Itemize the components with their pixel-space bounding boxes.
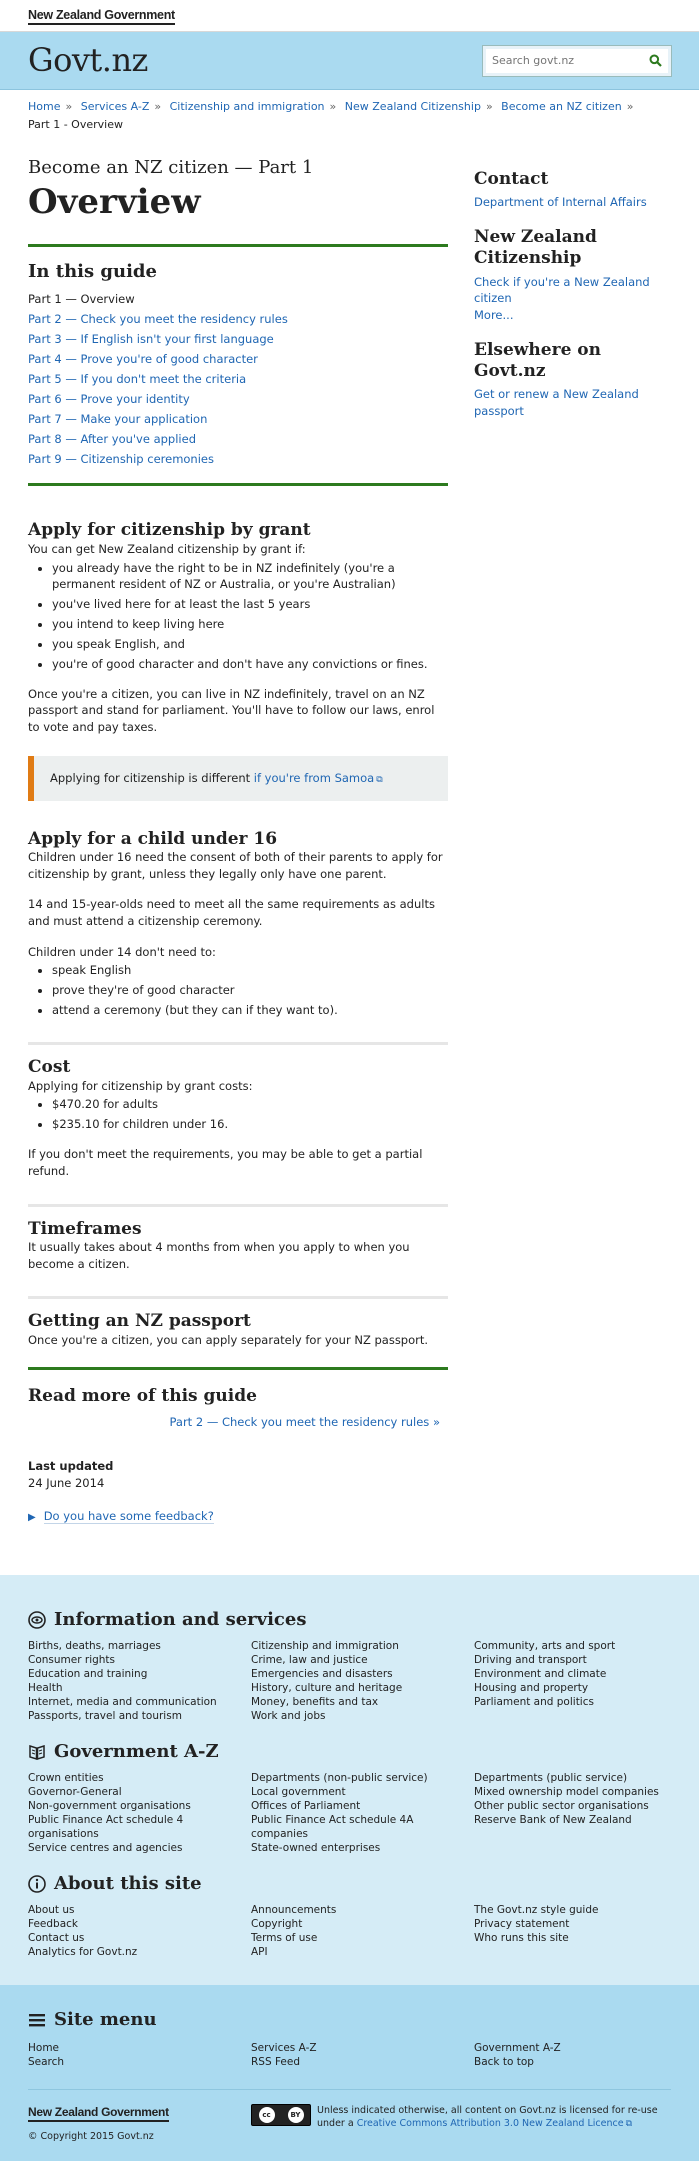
licence-link[interactable]: Creative Commons Attribution 3.0 New Zealand Licence ⧉ [356,2118,632,2130]
footer-link[interactable]: Reserve Bank of New Zealand [474,1814,632,1827]
info-icon [28,1875,46,1893]
main-content [28,133,448,1525]
last-updated [28,1458,448,1491]
search-box [483,46,671,76]
passport-link[interactable]: Get or renew a New Zealand passport [474,387,639,418]
next-part-link[interactable]: Part 2 — Check you meet the residency rules » [169,1415,440,1430]
about-heading: About this site [54,1873,202,1895]
section-heading: Timeframes [28,1218,142,1239]
footer-link[interactable]: Public Finance Act schedule 4 organisations [28,1814,184,1841]
search-icon [649,54,662,67]
footer-link[interactable]: Money, benefits and tax [251,1696,379,1709]
section-heading: Getting an NZ passport [28,1311,251,1332]
footer-link[interactable]: Contact us [28,1932,85,1945]
section-timeframes [28,1219,448,1273]
footer-link[interactable]: Consumer rights [28,1654,116,1667]
guide-item-current: Part 1 — Overview [28,292,135,307]
info-services-heading: Information and services [54,1609,307,1631]
menu-link-rss[interactable]: RSS Feed [251,2056,301,2069]
licence-text: Unless indicated otherwise, all content on Govt.nz is licensed for re-use under a [317,2105,658,2130]
footer-link[interactable]: Non-government organisations [28,1800,191,1813]
footer-link[interactable]: Health [28,1682,63,1695]
search-input[interactable] [486,50,643,72]
footer-link[interactable]: Feedback [28,1918,79,1931]
guide-item-part-3[interactable]: Part 3 — If English isn't your first language [28,332,274,347]
breadcrumb-nz-citizenship[interactable]: New Zealand Citizenship [344,100,481,113]
footer-link[interactable]: History, culture and heritage [251,1682,403,1695]
list-item: • speak English [52,962,448,978]
footer-link[interactable]: Crown entities [28,1772,104,1785]
guide-item-part-4[interactable]: Part 4 — Prove you're of good character [28,352,258,367]
footer-link[interactable]: Public Finance Act schedule 4A companies [251,1814,414,1841]
guide-item-part-6[interactable]: Part 6 — Prove your identity [28,392,190,407]
menu-link-government-az[interactable]: Government A-Z [474,2042,561,2055]
samoa-link[interactable]: if you're from Samoa ⧉ [253,770,383,785]
guide-item-part-5[interactable]: Part 5 — If you don't meet the criteria [28,372,247,387]
section-paragraph: It usually takes about 4 months from when you apply to when you become a citizen. [28,1240,410,1271]
external-link-icon: ⧉ [625,2119,632,2130]
elsewhere-heading: Elsewhere on Govt.nz [474,339,602,381]
footer-about [28,1871,671,1959]
more-link[interactable]: More... [474,307,514,322]
read-more-heading: Read more of this guide [28,1385,257,1406]
list-item: • you already have the right to be in NZ indefinitely (you're a permanent resident of NZ or Australia, or you're Australian) [52,560,448,592]
read-more [28,1384,448,1431]
dia-link[interactable]: Department of Internal Affairs [474,195,647,210]
footer-link[interactable]: Governor-General [28,1786,122,1799]
gov-bar [0,0,699,32]
last-updated-label: Last updated [28,1459,114,1474]
guide-item-part-9[interactable]: Part 9 — Citizenship ceremonies [28,452,214,467]
footer-link[interactable]: Other public sector organisations [474,1800,649,1813]
footer-link[interactable]: Driving and transport [474,1654,587,1667]
guide-heading: In this guide [28,261,157,283]
licence-notice [251,2104,671,2143]
section-citizenship-by-grant [28,520,448,800]
last-updated-date: 24 June 2014 [28,1475,105,1490]
list-item: • you're of good character and don't have any convictions or fines. [52,656,448,672]
callout-text: Applying for citizenship is different [50,770,254,785]
footer-link[interactable]: Crime, law and justice [251,1654,368,1667]
breadcrumb-citizenship-immigration[interactable]: Citizenship and immigration [169,100,325,113]
menu-link-back-to-top[interactable]: Back to top [474,2056,534,2069]
section-paragraph: Once you're a citizen, you can apply separately for your NZ passport. [28,1332,429,1347]
samoa-callout [28,756,448,801]
footer-link[interactable]: Internet, media and communication [28,1696,217,1709]
list-item: • $470.20 for adults [52,1096,448,1112]
guide-item-part-8[interactable]: Part 8 — After you've applied [28,432,196,447]
list-item: • you intend to keep living here [52,616,448,632]
section-intro: Applying for citizenship by grant costs: [28,1078,253,1093]
footer-link[interactable]: Terms of use [251,1932,318,1945]
nz-government-logo[interactable]: New Zealand Government [28,9,175,25]
contact-heading: Contact [474,169,549,190]
footer-link[interactable]: The Govt.nz style guide [474,1904,599,1917]
footer-link[interactable]: Community, arts and sport [474,1640,616,1653]
footer-link[interactable]: Citizenship and immigration [251,1640,399,1653]
footer-link[interactable]: About us [28,1904,75,1917]
footer-link[interactable]: Analytics for Govt.nz [28,1946,138,1959]
breadcrumb-services-az[interactable]: Services A-Z [80,100,150,113]
sidebar [474,133,670,1525]
site-header [0,32,699,90]
footer-link[interactable]: Announcements [251,1904,337,1917]
breadcrumb-home[interactable]: Home [28,100,61,113]
section-child-under-16 [28,829,448,1019]
feedback-toggle[interactable] [28,1508,448,1526]
section-paragraph: If you don't meet the requirements, you may be able to get a partial refund. [28,1147,423,1179]
footer-link[interactable]: Housing and property [474,1682,589,1695]
footer-link[interactable]: Parliament and politics [474,1696,594,1709]
site-footer [0,1575,699,2161]
cc-by-badge[interactable]: cc BY [251,2104,311,2126]
section-paragraph: Once you're a citizen, you can live in NZ indefinitely, travel on an NZ passport and stand for parliament. You'll have to follow our laws, enrol to vote and pay taxes. [28,686,435,734]
footer-link[interactable]: Copyright [251,1918,303,1931]
guide-nav [28,247,448,469]
footer-link[interactable]: Education and training [28,1668,148,1681]
guide-item-part-7[interactable]: Part 7 — Make your application [28,412,208,427]
section-heading: Cost [28,1057,71,1078]
list-item: • $235.10 for children under 16. [52,1116,448,1132]
government-az-heading: Government A-Z [54,1741,219,1763]
footer-link[interactable]: Offices of Parliament [251,1800,361,1813]
section-heading: Apply for a child under 16 [28,828,278,849]
copyright: © Copyright 2015 Govt.nz [28,2130,154,2142]
footer-link[interactable]: API [251,1946,268,1959]
breadcrumb-current: Part 1 - Overview [28,117,123,131]
footer-link[interactable]: Passports, travel and tourism [28,1710,182,1723]
footer-link[interactable]: Who runs this site [474,1932,569,1945]
feedback-link[interactable]: Do you have some feedback? [43,1508,214,1523]
section-heading: Apply for citizenship by grant [28,520,311,541]
section-paragraph: 14 and 15-year-olds need to meet all the same requirements as adults and must attend a citizenship ceremony. [28,897,435,928]
footer-link[interactable]: Local government [251,1786,346,1799]
footer-nz-government-logo[interactable]: New Zealand Government [28,2106,169,2121]
guide-item-part-2[interactable]: Part 2 — Check you meet the residency rules [28,312,288,327]
section-paragraph: Children under 16 need the consent of both of their parents to apply for citizenship by grant, unless they legally only have one parent. [28,849,443,881]
menu-link-services-az[interactable]: Services A-Z [251,2042,317,2055]
footer-link[interactable]: Births, deaths, marriages [28,1640,161,1653]
breadcrumb-become-citizen[interactable]: Become an NZ citizen [501,100,622,113]
next-arrow: » [432,1415,440,1430]
section-cost [28,1057,448,1179]
site-menu-heading: Site menu [54,2009,157,2031]
menu-link-home[interactable]: Home [28,2042,60,2055]
footer-link[interactable]: Service centres and agencies [28,1842,183,1855]
nz-citizenship-heading: New Zealand Citizenship [474,227,597,269]
check-citizen-link[interactable]: Check if you're a New Zealand citizen [474,274,650,306]
footer-link[interactable]: Departments (public service) [474,1772,628,1785]
footer-link[interactable]: Work and jobs [251,1710,326,1723]
footer-link[interactable]: Emergencies and disasters [251,1668,393,1681]
section-paragraph: Children under 14 don't need to: [28,944,216,959]
triangle-right-icon: ▶ [28,1511,36,1523]
eye-icon [28,1611,46,1629]
list-item: • you speak English, and [52,636,448,652]
footer-info-services [28,1607,671,1723]
section-intro: You can get New Zealand citizenship by grant if: [28,541,306,556]
footer-link[interactable]: Environment and climate [474,1668,607,1681]
page-kicker: Become an NZ citizen — Part 1 [28,157,314,179]
list-item: • prove they're of good character [52,982,448,998]
footer-link[interactable]: Departments (non-public service) [251,1772,428,1785]
book-icon [28,1743,46,1761]
footer-link[interactable]: Mixed ownership model companies [474,1786,659,1799]
hamburger-icon [28,2012,46,2028]
breadcrumb: Home » Services A-Z » Citizenship and immigration » New Zealand Citizenship » Become an NZ citizen » Part 1 - Overview [28,100,634,131]
list-item: • attend a ceremony (but they can if they want to). [52,1002,448,1018]
list-item: • you've lived here for at least the last 5 years [52,596,448,612]
menu-link-search[interactable]: Search [28,2056,65,2069]
section-passport [28,1311,448,1348]
footer-link[interactable]: State-owned enterprises [251,1842,381,1855]
footer-link[interactable]: Privacy statement [474,1918,570,1931]
search-button[interactable] [643,50,668,72]
page-title: Overview [28,182,201,223]
site-menu [0,1985,699,2161]
external-link-icon: ⧉ [376,774,383,785]
footer-government-az [28,1739,671,1855]
site-logo[interactable]: Govt.nz [28,41,148,80]
